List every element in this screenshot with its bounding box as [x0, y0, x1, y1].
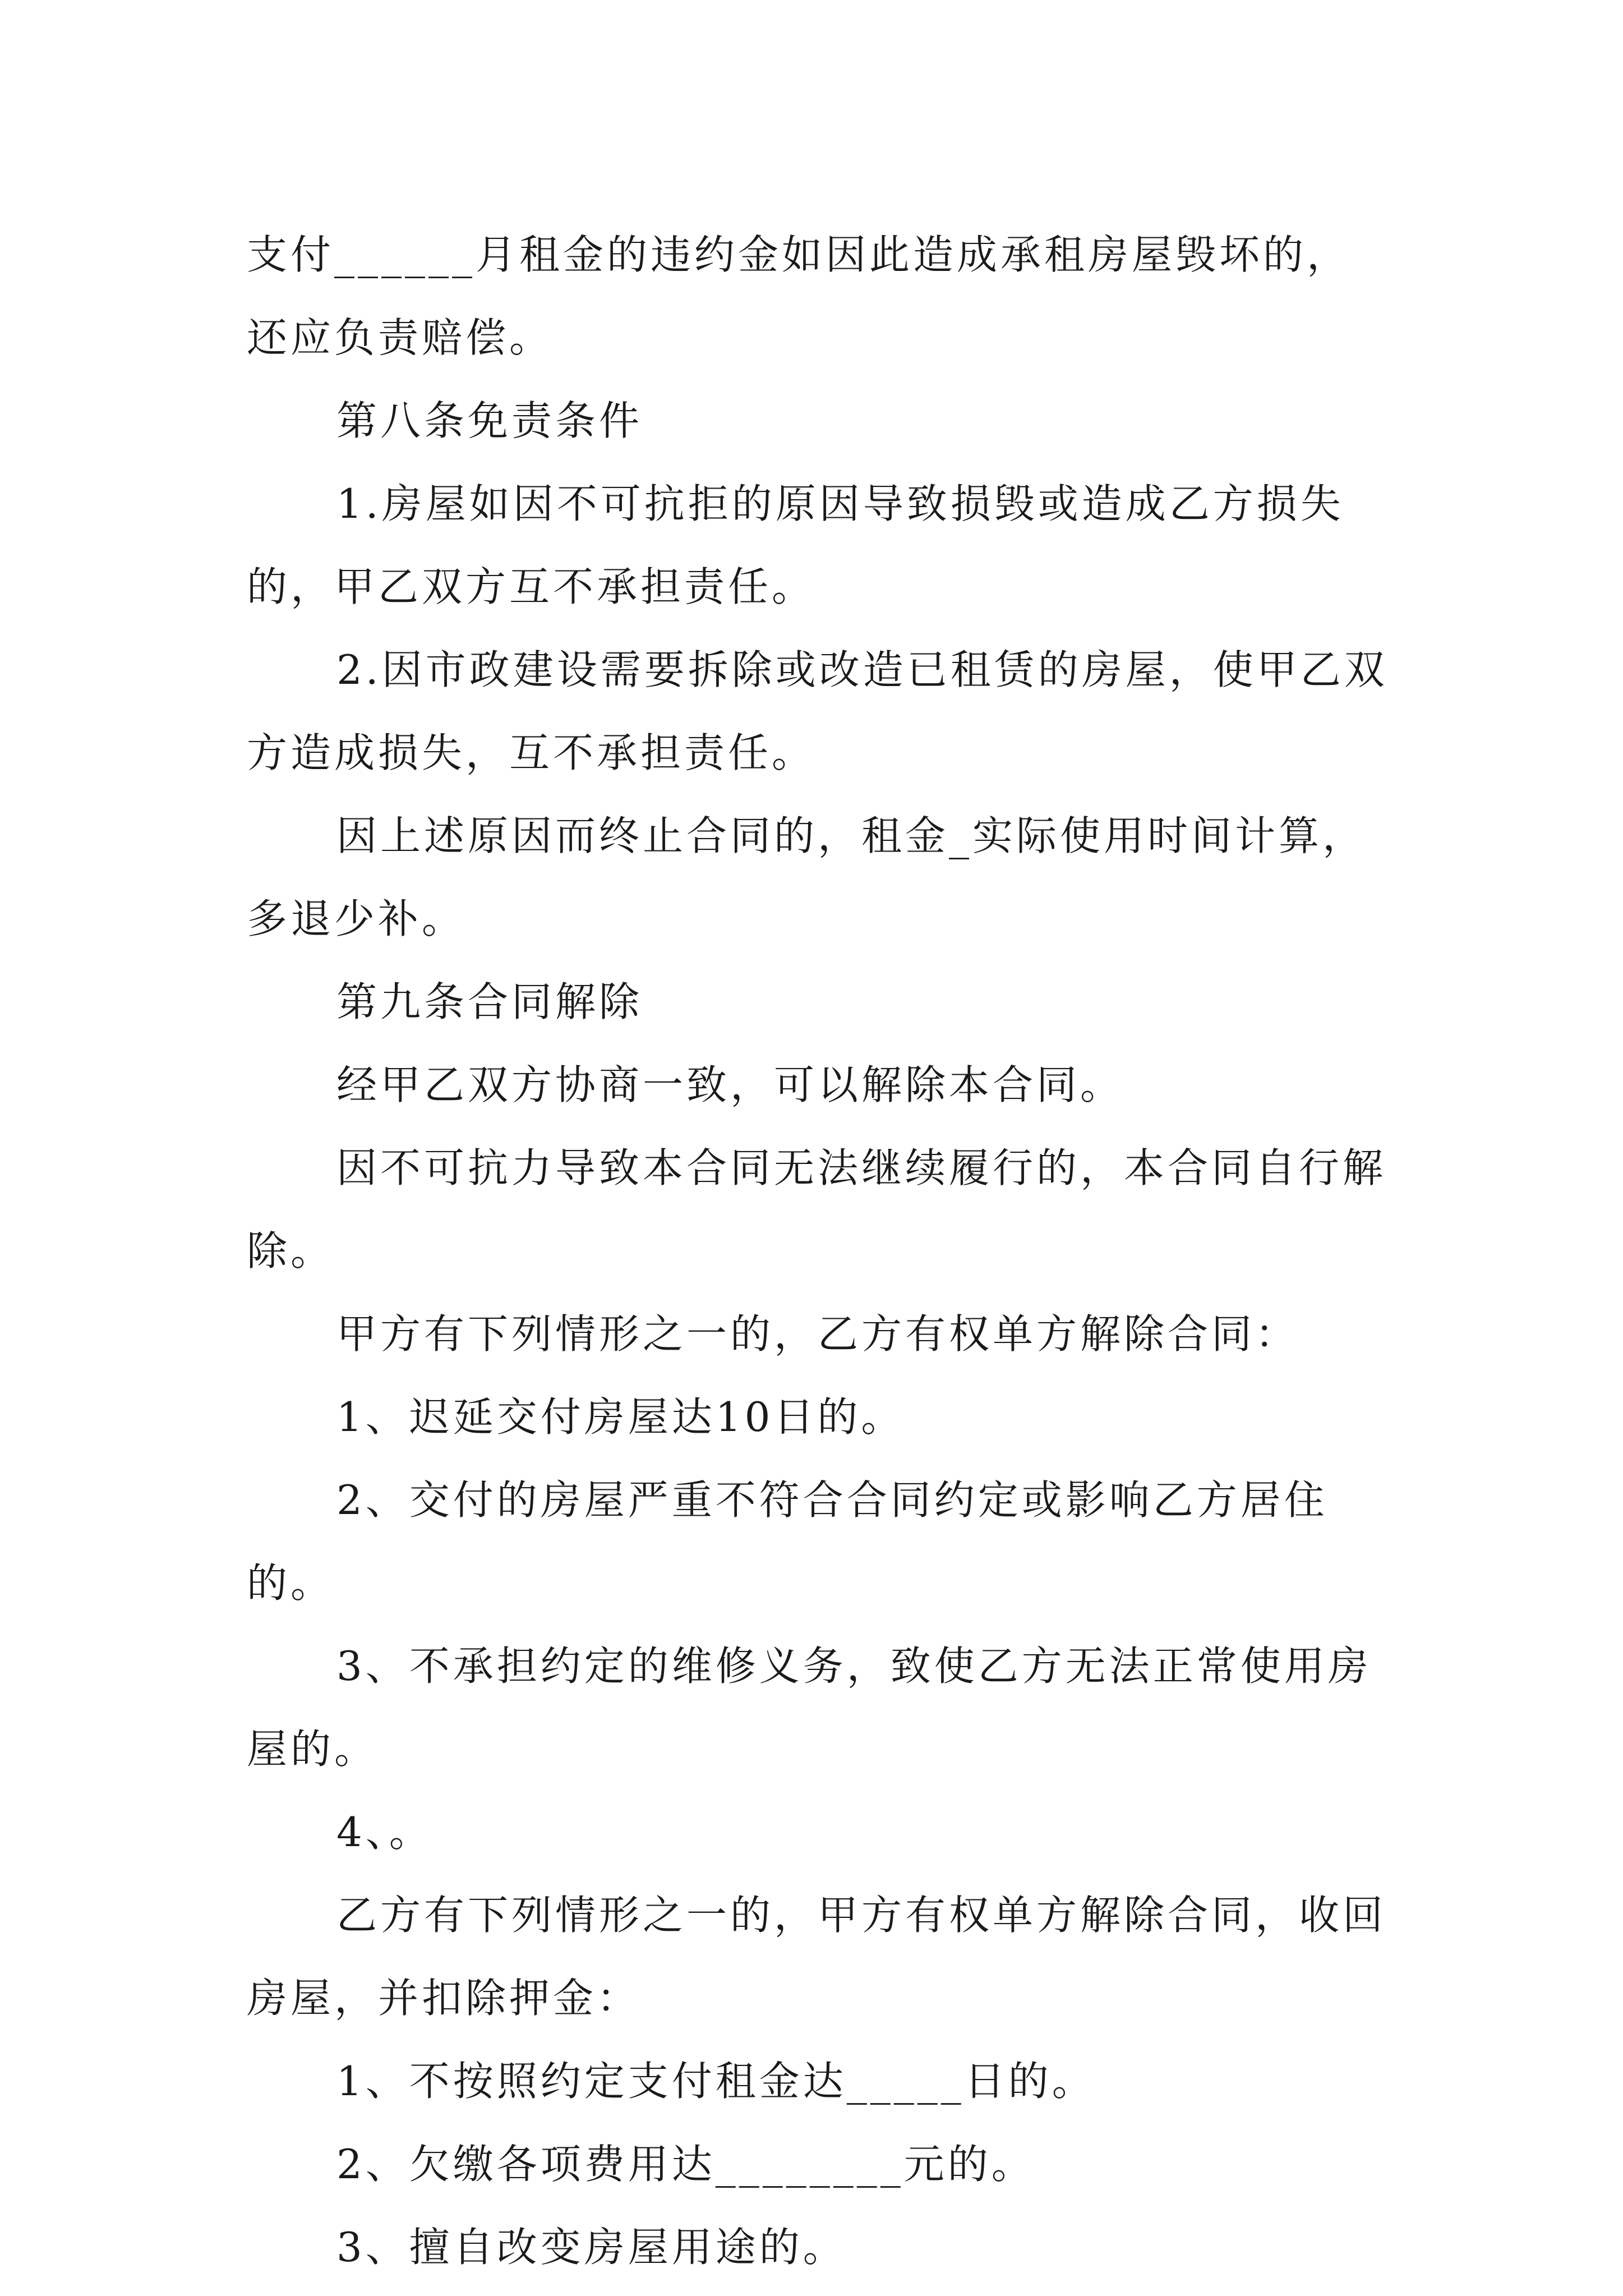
list-item: 1、不按照约定支付租金达_____日的。 — [336, 2058, 1096, 2105]
list-item: 3、不承担约定的维修义务，致使乙方无法正常使用房屋的。 — [247, 1642, 1372, 1773]
list-item: 2、交付的房屋严重不符合合同约定或影响乙方居住的。 — [247, 1476, 1328, 1607]
paragraph: 乙方有下列情形之一的，甲方有权单方解除合同，收回房屋，并扣除押金： — [247, 1892, 1387, 2022]
paragraph: 因上述原因而终止合同的，租金_实际使用时间计算，多退少补。 — [247, 812, 1367, 942]
paragraph: 甲方有下列情形之一的，乙方有权单方解除合同： — [336, 1310, 1299, 1358]
list-item: 2、欠缴各项费用达________元的。 — [336, 2141, 1035, 2188]
paragraph: 因不可抗力导致本合同无法继续履行的，本合同自行解除。 — [247, 1144, 1387, 1274]
paragraph: 支付______月租金的违约金如因此造成承租房屋毁坏的，还应负责赔偿。 — [247, 231, 1351, 361]
paragraph: 经甲乙双方协商一致，可以解除本合同。 — [336, 1061, 1124, 1108]
document-body — [247, 213, 1391, 2289]
paragraph: 2.因市政建设需要拆除或改造已租赁的房屋，使甲乙双方造成损失，互不承担责任。 — [247, 646, 1388, 776]
paragraph: 1.房屋如因不可抗拒的原因导致损毁或造成乙方损失的，甲乙双方互不承担责任。 — [247, 480, 1344, 610]
list-item: 3、擅自改变房屋用途的。 — [336, 2224, 847, 2271]
list-item: 1、迟延交付房屋达10日的。 — [336, 1393, 905, 1441]
section-heading: 第九条合同解除 — [336, 978, 643, 1025]
section-heading: 第八条免责条件 — [336, 397, 643, 444]
list-item: 4、。 — [336, 1809, 433, 1856]
